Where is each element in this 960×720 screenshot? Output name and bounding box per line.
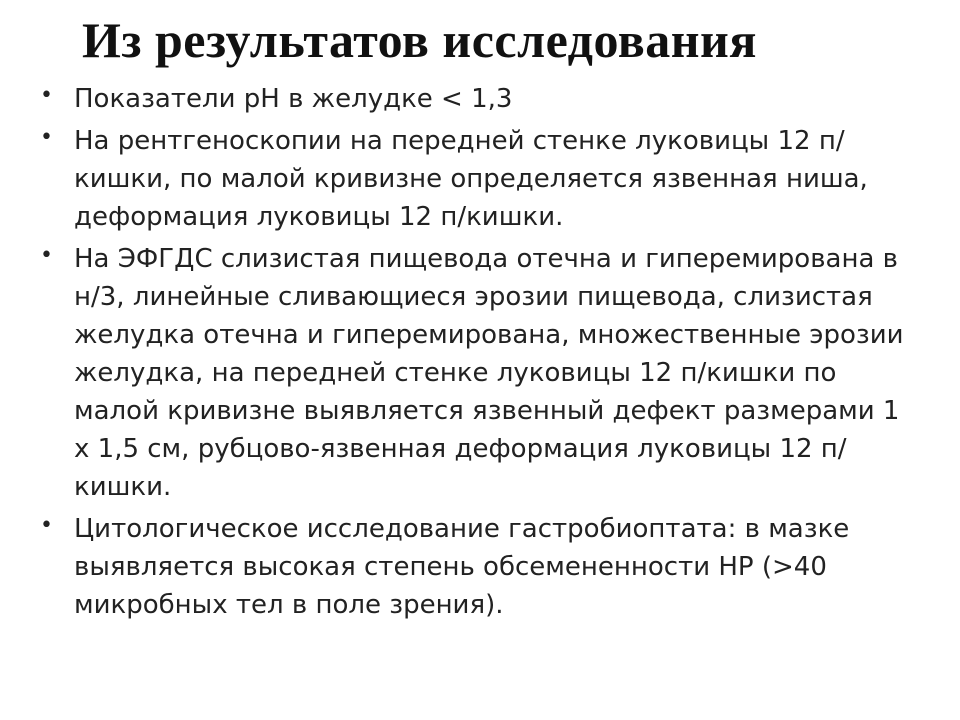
bullet-list: [40, 80, 920, 624]
bullet-dot-icon: •: [40, 513, 53, 538]
bullet-dot-icon: •: [40, 243, 53, 268]
bullet-text: На ЭФГДС слизистая пищевода отечна и гиперемирована в н/3, линейные сливающиеся эрозии пищевода, слизистая желудка отечна и гиперемирована, множественные эрозии желудка, на передней стенке луковицы 12 п/кишки по малой кривизне выявляется язвенный дефект размерами 1 х 1,5 см, рубцово-язвенная деформация луковицы 12 п/кишки.: [74, 244, 904, 502]
bullet-item: [40, 240, 920, 506]
bullet-item: [40, 510, 920, 624]
slide-title: Из результатов исследования: [82, 12, 757, 68]
bullet-text: Показатели рН в желудке < 1,3: [74, 84, 513, 114]
bullet-dot-icon: •: [40, 83, 53, 108]
bullet-item: [40, 122, 920, 236]
bullet-text: На рентгеноскопии на передней стенке луковицы 12 п/кишки, по малой кривизне определяется язвенная ниша, деформация луковицы 12 п/кишки.: [74, 126, 868, 232]
bullet-text: Цитологическое исследование гастробиоптата: в мазке выявляется высокая степень обсемененности НР (>40 микробных тел в поле зрения).: [74, 514, 850, 620]
bullet-dot-icon: •: [40, 125, 53, 150]
bullet-item: [40, 80, 920, 118]
